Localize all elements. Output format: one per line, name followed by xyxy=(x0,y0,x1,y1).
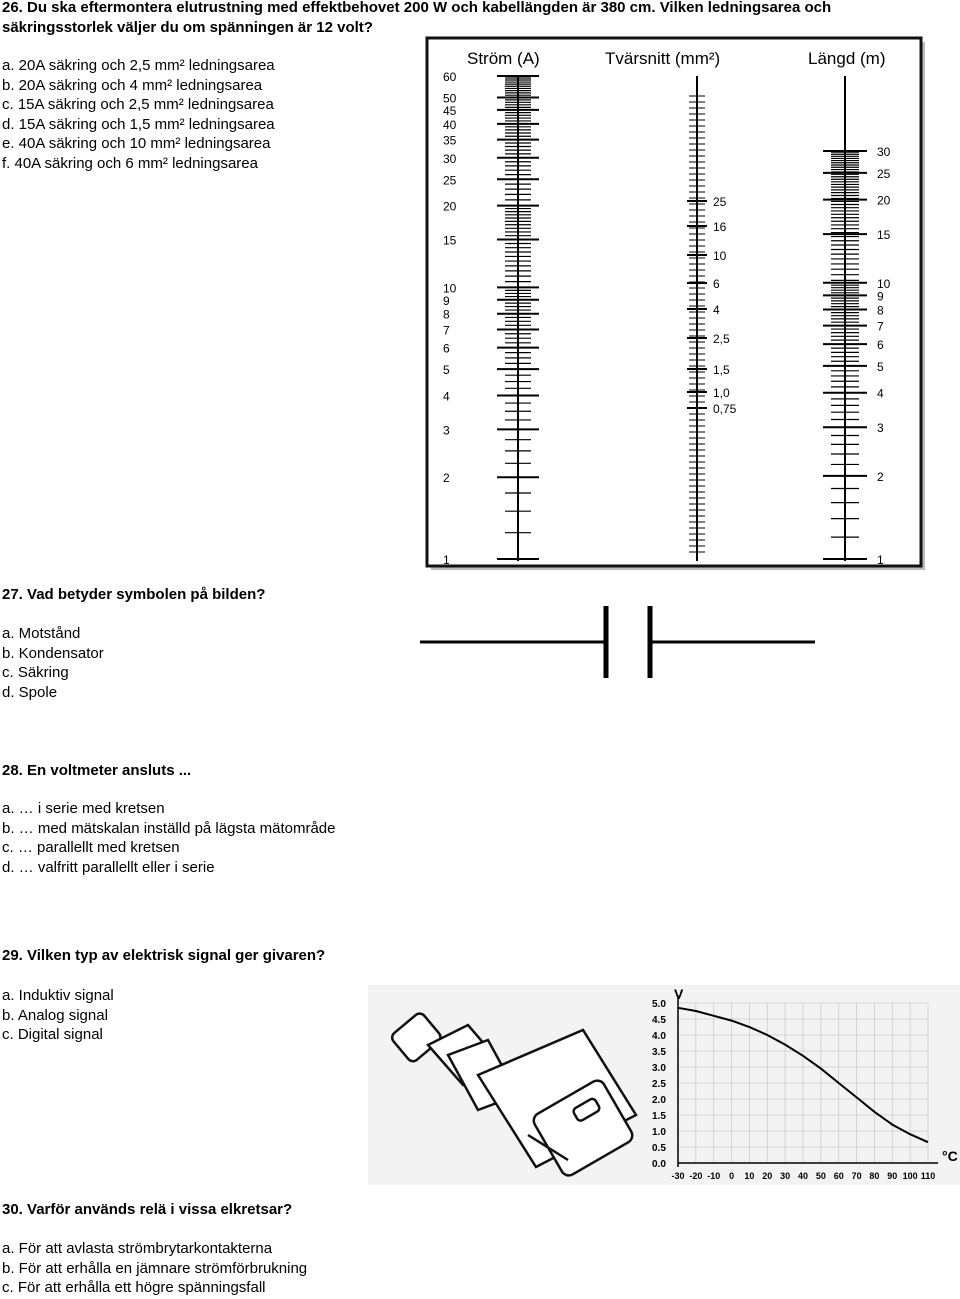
current-tick-label: 35 xyxy=(443,133,457,148)
option-f: f. 40A säkring och 6 mm² ledningsarea xyxy=(2,154,258,172)
x-tick-label: -20 xyxy=(689,1171,703,1181)
length-tick-label: 30 xyxy=(877,145,891,159)
current-tick-label: 15 xyxy=(443,233,457,248)
x-tick-label: 30 xyxy=(780,1171,791,1181)
current-tick-label: 10 xyxy=(443,281,457,296)
current-tick-label: 9 xyxy=(443,293,450,308)
area-tick-label: 4 xyxy=(713,303,720,317)
question-28: 28. En voltmeter ansluts ... xyxy=(2,762,192,779)
question-26 xyxy=(2,0,831,38)
option-a: a. Motstånd xyxy=(2,625,81,642)
current-tick-label: 3 xyxy=(443,423,450,438)
current-tick-label: 8 xyxy=(443,307,450,322)
current-tick-label: 20 xyxy=(443,199,457,214)
area-tick-label: 1,5 xyxy=(713,363,730,377)
header-area: Tvärsnitt (mm²) xyxy=(605,49,721,68)
length-tick-label: 10 xyxy=(877,276,891,291)
question-26-options xyxy=(2,56,275,174)
length-tick-label: 20 xyxy=(877,193,891,208)
header-length: Längd (m) xyxy=(808,49,886,68)
option-b: b. 20A säkring och 4 mm² ledningsarea xyxy=(2,76,263,94)
area-tick-label: 10 xyxy=(713,249,727,263)
area-tick-label: 25 xyxy=(713,195,727,209)
current-tick-label: 45 xyxy=(443,103,457,118)
current-tick-label: 60 xyxy=(443,70,457,84)
y-tick-label: 5.0 xyxy=(652,999,666,1010)
option-e: e. 40A säkring och 10 mm² ledningsarea xyxy=(2,135,271,153)
option-a: a. … i serie med kretsen xyxy=(2,800,165,817)
x-tick-label: 50 xyxy=(815,1171,826,1181)
x-tick-label: 110 xyxy=(920,1171,936,1181)
x-tick-label: -10 xyxy=(707,1171,721,1181)
y-tick-label: 4.0 xyxy=(652,1031,666,1042)
area-tick-label: 0,75 xyxy=(713,402,737,416)
length-tick-label: 8 xyxy=(877,303,884,318)
area-tick-label: 16 xyxy=(713,220,727,234)
y-tick-label: 3.0 xyxy=(652,1063,666,1074)
length-tick-label: 25 xyxy=(877,166,891,181)
x-tick-label: 70 xyxy=(851,1171,862,1181)
x-tick-label: 20 xyxy=(762,1171,773,1181)
length-tick-label: 4 xyxy=(877,386,884,401)
area-tick-label: 6 xyxy=(713,277,720,291)
question-30: 30. Varför används relä i vissa elkretsar? xyxy=(2,1201,293,1218)
y-tick-label: 0.0 xyxy=(652,1159,666,1170)
x-axis-label: °C xyxy=(942,1148,958,1164)
option-c: c. För att erhålla ett högre spänningsfall xyxy=(2,1279,266,1297)
option-a: a. Induktiv signal xyxy=(2,987,114,1004)
option-d: d. … valfritt parallellt eller i serie xyxy=(2,858,215,876)
current-tick-label: 5 xyxy=(443,363,450,378)
current-tick-label: 6 xyxy=(443,341,450,356)
question-26-line2: säkringsstorlek väljer du om spänningen är 12 volt? xyxy=(2,19,373,36)
y-tick-label: 2.0 xyxy=(652,1095,666,1106)
length-tick-label: 6 xyxy=(877,338,884,353)
x-tick-label: 60 xyxy=(833,1171,844,1181)
question-28-options xyxy=(2,799,336,877)
length-tick-label: 7 xyxy=(877,319,884,334)
question-26-line1: 26. Du ska eftermontera elutrustning med effektbehovet 200 W och kabellängden är 380 cm. Vilken ledningsarea och xyxy=(2,0,832,16)
y-tick-label: 1.5 xyxy=(652,1111,666,1122)
option-d: d. 15A säkring och 1,5 mm² ledningsarea xyxy=(2,115,275,133)
option-c: c. Digital signal xyxy=(2,1026,103,1044)
sensor-figure xyxy=(368,985,960,1185)
question-30-options xyxy=(2,1239,307,1298)
option-c: c. … parallellt med kretsen xyxy=(2,839,180,857)
option-c: c. Säkring xyxy=(2,664,69,682)
x-tick-label: 10 xyxy=(744,1171,755,1181)
option-b: b. För att erhålla en jämnare strömförbrukning xyxy=(2,1259,308,1277)
current-tick-label: 7 xyxy=(443,323,450,338)
y-axis-label: V xyxy=(674,986,684,1002)
option-d: d. Spole xyxy=(2,683,58,701)
option-a: a. För att avlasta strömbrytarkontakterna xyxy=(2,1240,273,1257)
length-tick-label: 1 xyxy=(877,553,884,567)
current-tick-label: 4 xyxy=(443,389,450,404)
option-a: a. 20A säkring och 2,5 mm² ledningsarea xyxy=(2,57,275,74)
current-tick-label: 40 xyxy=(443,117,457,132)
header-current: Ström (A) xyxy=(467,49,540,68)
length-tick-label: 5 xyxy=(877,359,884,374)
current-tick-label: 25 xyxy=(443,173,457,188)
question-27-options xyxy=(2,624,104,702)
question-29: 29. Vilken typ av elektrisk signal ger givaren? xyxy=(2,947,326,964)
y-tick-label: 2.5 xyxy=(652,1079,666,1090)
current-tick-label: 2 xyxy=(443,471,450,486)
capacitor-symbol xyxy=(420,600,815,685)
x-tick-label: 90 xyxy=(887,1171,898,1181)
y-tick-label: 3.5 xyxy=(652,1047,666,1058)
x-tick-label: 0 xyxy=(729,1171,735,1181)
y-tick-label: 0.5 xyxy=(652,1143,666,1154)
y-tick-label: 4.5 xyxy=(652,1015,666,1026)
length-tick-label: 15 xyxy=(877,228,891,243)
question-27: 27. Vad betyder symbolen på bilden? xyxy=(2,586,266,603)
x-tick-label: 100 xyxy=(902,1171,918,1181)
length-tick-label: 3 xyxy=(877,421,884,436)
current-tick-label: 50 xyxy=(443,91,457,106)
length-tick-label: 9 xyxy=(877,289,884,304)
question-29-options xyxy=(2,986,114,1045)
x-tick-label: -30 xyxy=(671,1171,685,1181)
x-tick-label: 80 xyxy=(869,1171,880,1181)
length-tick-label: 2 xyxy=(877,469,884,484)
area-tick-label: 2,5 xyxy=(713,332,730,346)
option-b: b. Kondensator xyxy=(2,644,104,662)
y-tick-label: 1.0 xyxy=(652,1127,666,1138)
option-b: b. … med mätskalan inställd på lägsta mätområde xyxy=(2,819,336,837)
option-b: b. Analog signal xyxy=(2,1006,108,1024)
current-tick-label: 30 xyxy=(443,151,457,166)
wire-size-nomogram xyxy=(425,36,935,574)
x-tick-label: 40 xyxy=(797,1171,809,1181)
current-tick-label: 1 xyxy=(443,553,450,567)
option-c: c. 15A säkring och 2,5 mm² ledningsarea xyxy=(2,96,274,114)
area-tick-label: 1,0 xyxy=(713,386,730,400)
